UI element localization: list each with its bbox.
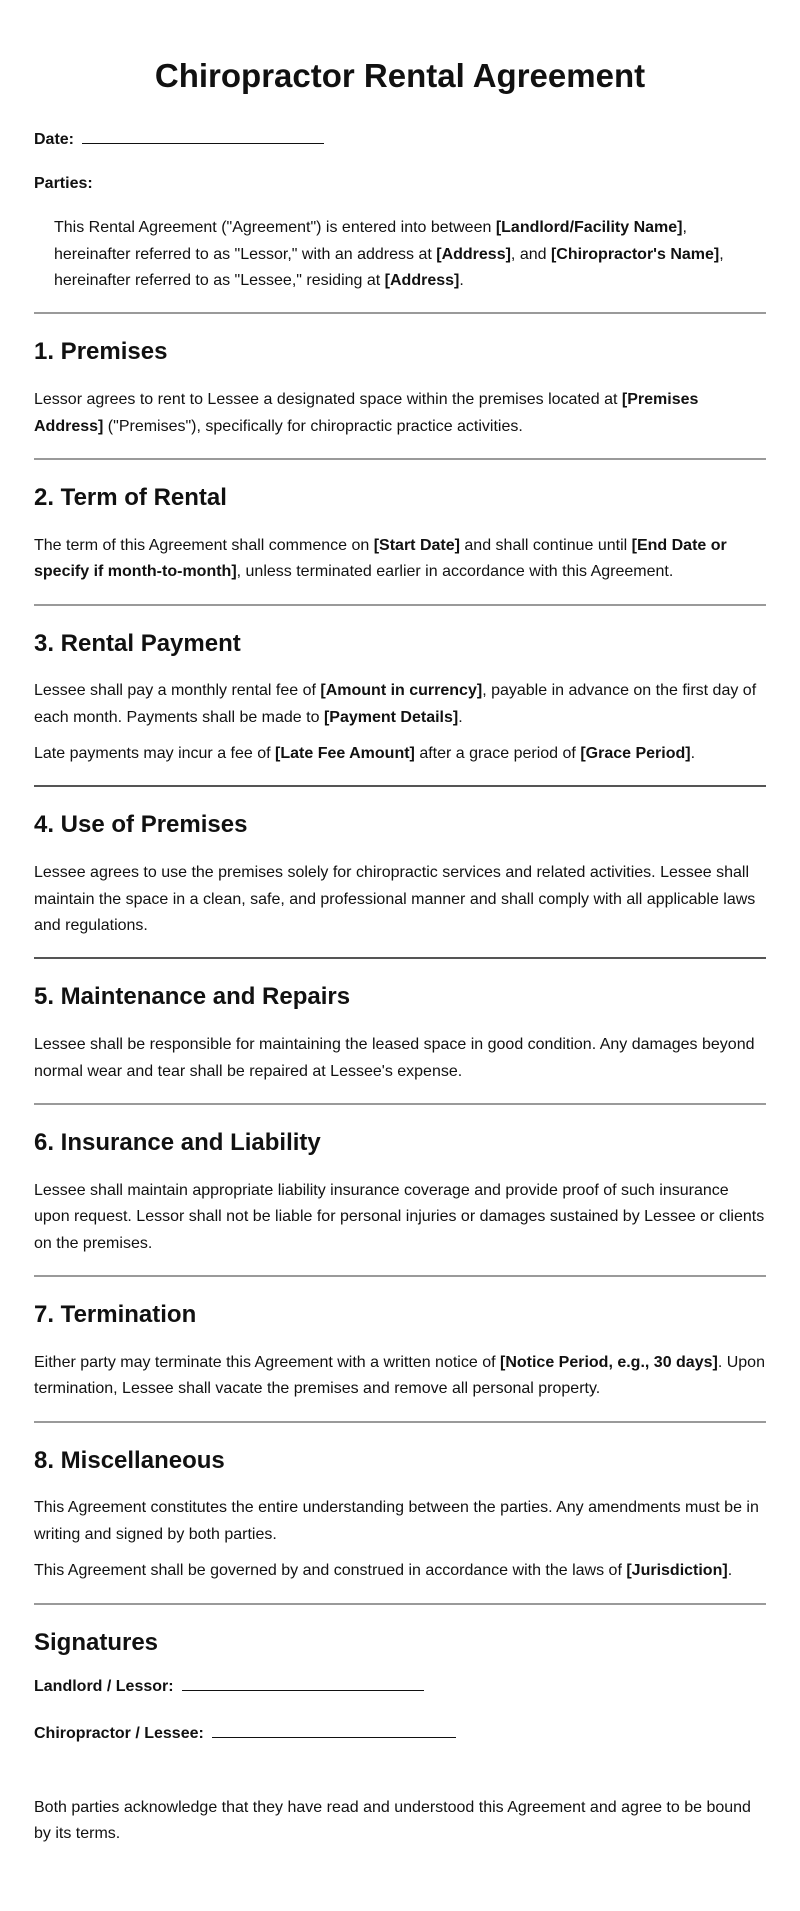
placeholder-jurisdiction: [Jurisdiction] [626, 1562, 728, 1580]
section-payment [34, 630, 766, 768]
text: Either party may terminate this Agreement with a written notice of [34, 1353, 500, 1371]
section-signatures [34, 1629, 766, 1848]
section-paragraph: Lessee agrees to use the premises solely for chiropractic services and related activities. Lessee shall maintain the space in a clean, safe, and professional manner and shall comply with all applicable laws and regulations. [34, 864, 756, 935]
parties-label: Parties: [34, 175, 93, 193]
text: . Upon termination, Lessee shall vacate the premises and remove all personal property. [34, 1353, 765, 1398]
section-heading: 3. Rental Payment [34, 629, 241, 657]
chiropractor-signature-blank [212, 1736, 456, 1738]
section-heading: 5. Maintenance and Repairs [34, 983, 351, 1011]
placeholder-landlord-name: [Landlord/Facility Name] [495, 219, 683, 237]
text: , and [510, 245, 551, 263]
parties-paragraph [54, 215, 766, 294]
placeholder-chiropractor-name: [Chiropractor's Name] [550, 245, 720, 263]
section-divider [34, 458, 766, 460]
text: , hereinafter referred to as "Lessor," with an address at [54, 219, 687, 263]
text: after a grace period of [414, 745, 581, 763]
text: . [459, 271, 464, 289]
placeholder-notice-period: [Notice Period, e.g., 30 days] [499, 1353, 718, 1371]
section-divider [34, 957, 766, 959]
section-divider [34, 1103, 766, 1105]
text: Lessor agrees to rent to Lessee a designated space within the premises located at [34, 391, 622, 409]
chiropractor-signature-line [34, 1724, 766, 1745]
section-maintenance [34, 983, 766, 1085]
text: ("Premises"), specifically for chiropractic practice activities. [103, 417, 523, 435]
section-heading: 2. Term of Rental [34, 483, 227, 511]
section-premises [34, 338, 766, 440]
placeholder-start-date: [Start Date] [373, 536, 460, 554]
section-term [34, 484, 766, 586]
placeholder-end-date: [End Date or specify if month-to-month] [34, 536, 727, 581]
acknowledgment-paragraph: Both parties acknowledge that they have read and understood this Agreement and agree to be bound by its terms. [34, 1798, 751, 1843]
section-miscellaneous [34, 1447, 766, 1585]
placeholder-amount: [Amount in currency] [320, 682, 483, 700]
chiropractor-signature-label: Chiropractor / Lessee: [34, 1725, 204, 1743]
section-divider [34, 1275, 766, 1277]
text: Lessee shall pay a monthly rental fee of [34, 682, 321, 700]
text: This Agreement shall be governed by and construed in accordance with the laws of [34, 1562, 627, 1580]
section-heading: Signatures [34, 1628, 159, 1656]
section-heading: 8. Miscellaneous [34, 1446, 225, 1474]
section-heading: 7. Termination [34, 1301, 197, 1328]
section-heading: 6. Insurance and Liability [34, 1129, 321, 1157]
text: The term of this Agreement shall commence on [34, 536, 374, 554]
section-paragraph: This Agreement constitutes the entire understanding between the parties. Any amendments must be in writing and signed by both parties. [34, 1499, 759, 1543]
section-paragraph [34, 741, 766, 767]
section-paragraph [34, 387, 766, 440]
section-insurance [34, 1129, 766, 1257]
landlord-signature-label: Landlord / Lessor: [34, 1678, 174, 1696]
section-paragraph [34, 678, 766, 731]
section-divider [34, 312, 766, 314]
section-termination [34, 1301, 766, 1403]
text: and shall continue until [459, 536, 632, 554]
section-paragraph: Lessee shall maintain appropriate liability insurance coverage and provide proof of such insurance upon request. Lessor shall not be liable for personal injuries or damages sustained by Lessee or clients on the premises. [34, 1181, 765, 1252]
section-paragraph: Lessee shall be responsible for maintaining the leased space in good condition. Any damages beyond normal wear and tear shall be repaired at Lessee's expense. [34, 1036, 755, 1080]
text: This Rental Agreement ("Agreement") is entered into between [54, 219, 496, 237]
placeholder-late-fee: [Late Fee Amount] [275, 745, 415, 763]
placeholder-landlord-address: [Address] [436, 245, 511, 263]
placeholder-premises-address: [Premises Address] [34, 391, 699, 435]
section-heading: 1. Premises [34, 338, 168, 366]
text: Late payments may incur a fee of [34, 745, 276, 763]
landlord-signature-blank [182, 1689, 424, 1691]
placeholder-grace-period: [Grace Period] [580, 745, 691, 763]
placeholder-payment-details: [Payment Details] [323, 708, 459, 726]
placeholder-chiropractor-address: [Address] [384, 271, 460, 289]
date-label: Date: [34, 130, 75, 148]
text: , payable in advance on the first day of each month. Payments shall be made to [34, 682, 757, 726]
section-paragraph [34, 1350, 766, 1403]
section-divider [34, 604, 766, 606]
section-paragraph [34, 1558, 766, 1584]
section-heading: 4. Use of Premises [34, 811, 248, 839]
section-divider [34, 785, 766, 787]
landlord-signature-line [34, 1677, 766, 1698]
section-divider [34, 1421, 766, 1423]
date-blank [82, 142, 324, 144]
text: . [690, 745, 696, 763]
text: , hereinafter referred to as "Lessee," residing at [54, 245, 724, 289]
section-divider [34, 1603, 766, 1605]
text: , unless terminated earlier in accordance with this Agreement. [236, 563, 674, 581]
text: . [727, 1562, 733, 1580]
date-line [34, 130, 766, 151]
section-paragraph [34, 533, 766, 586]
section-use [34, 811, 766, 939]
text: . [458, 708, 463, 726]
page-title: Chiropractor Rental Agreement [154, 57, 646, 94]
